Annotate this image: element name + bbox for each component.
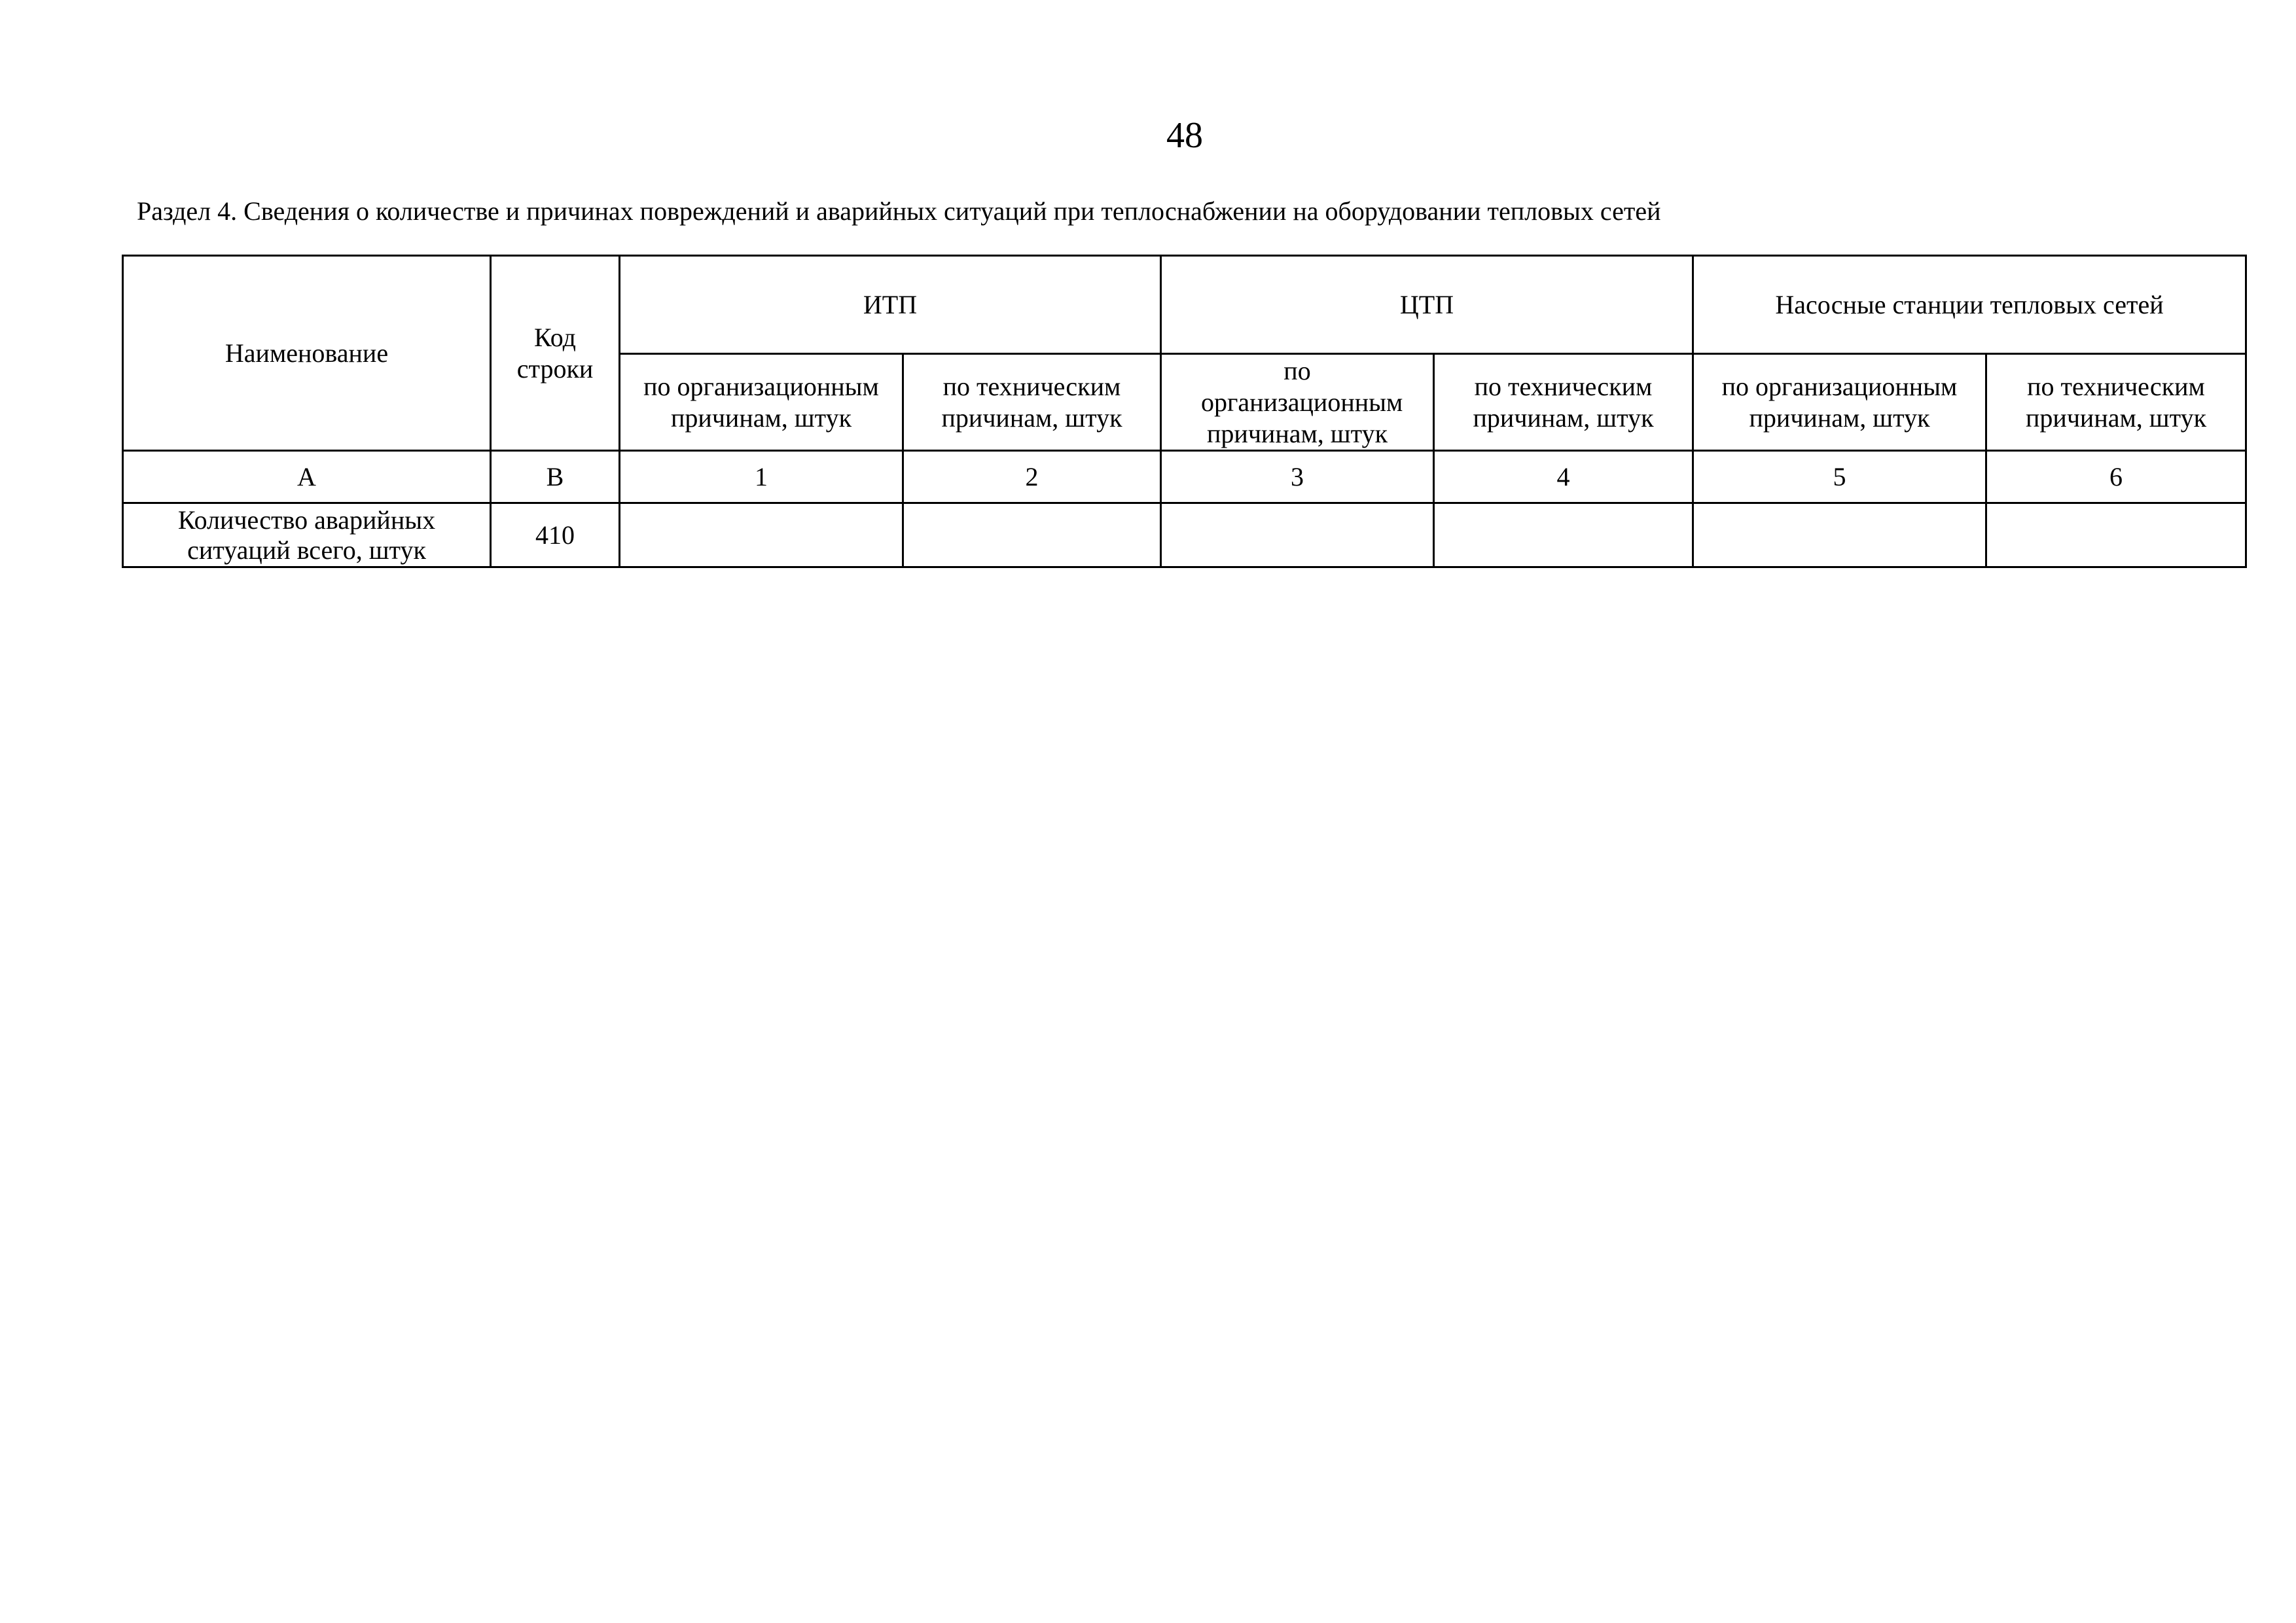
header-sub-pump-organizational: по организационным причинам, штук: [1693, 354, 1986, 451]
header-sub-pump-technical: по техническим причинам, штук: [1986, 354, 2246, 451]
value-cell[interactable]: [903, 503, 1161, 567]
value-cell[interactable]: [620, 503, 903, 567]
header-sub-itp-organizational: по организационным причинам, штук: [620, 354, 903, 451]
index-cell: 2: [903, 451, 1161, 503]
index-cell: 5: [1693, 451, 1986, 503]
value-cell[interactable]: [1986, 503, 2246, 567]
row-name-cell: Количество аварийных ситуаций всего, штук: [123, 503, 491, 567]
header-row-groups: [123, 256, 2246, 354]
header-group-pump-stations: Насосные станции тепловых сетей: [1693, 256, 2246, 354]
index-cell: 4: [1434, 451, 1693, 503]
table-row: [123, 503, 2246, 567]
section-title: Раздел 4. Сведения о количестве и причинах повреждений и аварийных ситуаций при теплоснабжении на оборудовании тепловых сетей: [137, 196, 1661, 226]
header-group-itp: ИТП: [620, 256, 1161, 354]
report-table: [122, 255, 2247, 568]
header-sub-ctp-technical: по техническим причинам, штук: [1434, 354, 1693, 451]
header-sub-itp-technical: по техническим причинам, штук: [903, 354, 1161, 451]
page-number: 48: [1166, 115, 1203, 156]
header-name-cell: Наименование: [123, 256, 491, 451]
index-cell: 6: [1986, 451, 2246, 503]
index-row: [123, 451, 2246, 503]
index-cell: 1: [620, 451, 903, 503]
value-cell[interactable]: [1693, 503, 1986, 567]
index-cell: В: [491, 451, 620, 503]
header-group-ctp: ЦТП: [1161, 256, 1693, 354]
header-sub-ctp-organizational: по организационным причинам, штук: [1161, 354, 1434, 451]
value-cell[interactable]: [1161, 503, 1434, 567]
value-cell[interactable]: [1434, 503, 1693, 567]
header-code-cell: Код строки: [491, 256, 620, 451]
index-cell: А: [123, 451, 491, 503]
index-cell: 3: [1161, 451, 1434, 503]
row-code-cell: 410: [491, 503, 620, 567]
